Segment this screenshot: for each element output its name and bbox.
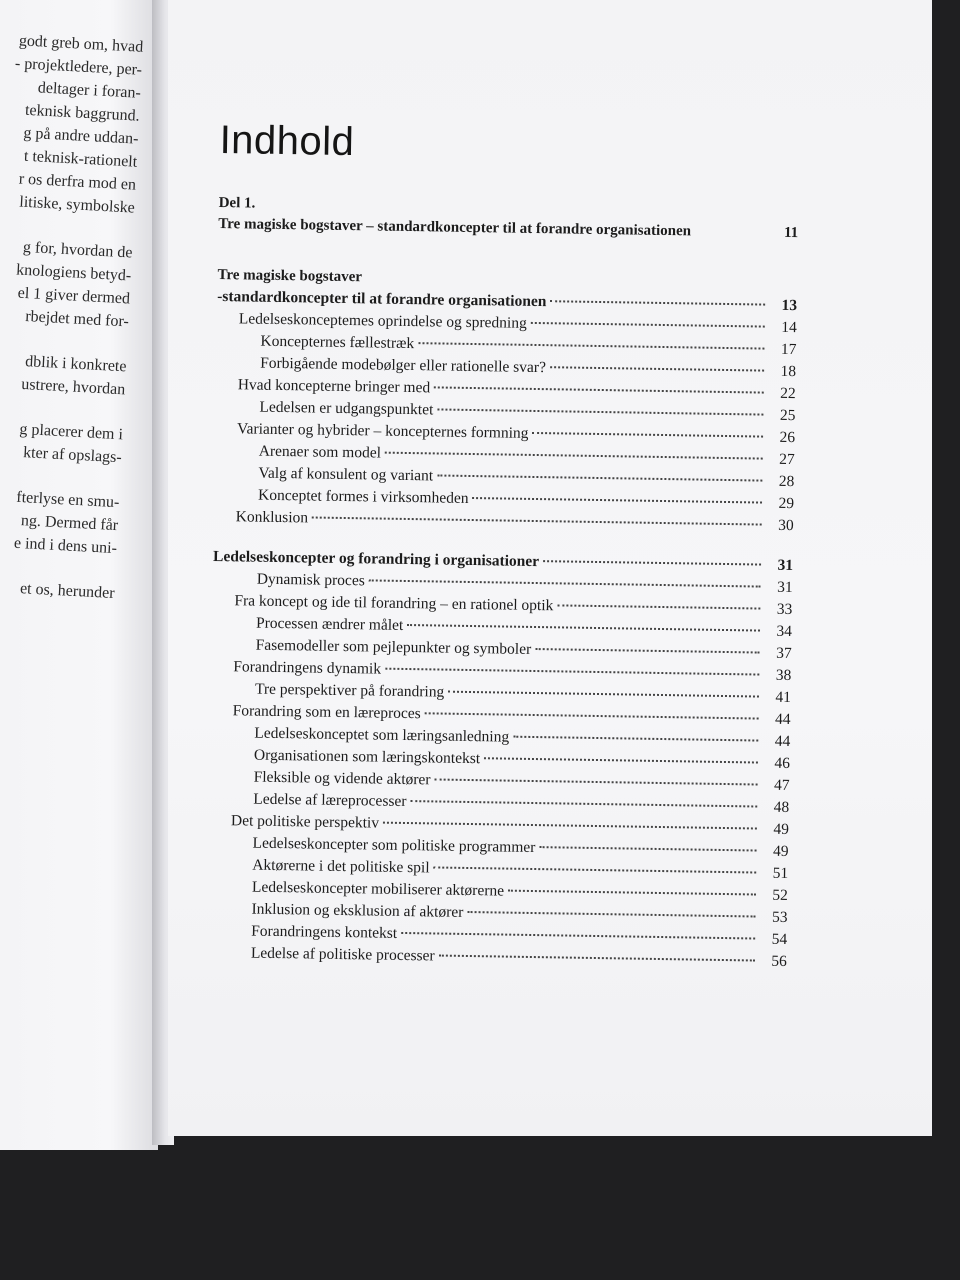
left-page-line: knologiens betyd- — [15, 261, 132, 285]
dot-leader — [437, 408, 763, 415]
toc-entry-title: Valg af konsulent og variant — [258, 464, 434, 485]
left-page-line: el 1 giver dermed — [17, 284, 131, 308]
part-page: 11 — [783, 224, 799, 242]
dot-leader — [418, 342, 764, 349]
toc-entry-page: 30 — [778, 516, 794, 535]
toc-entry-page: 37 — [776, 644, 792, 663]
toc-entry-title: Fra koncept og ide til forandring – en rationel optik — [234, 592, 554, 615]
toc-entry-title: Ledelse af læreprocesser — [253, 790, 407, 811]
toc-entry-title: -standardkoncepter til at forandre organisationen — [217, 287, 547, 311]
dot-leader — [473, 497, 763, 504]
toc-entry-title: Ledelseskoncepter som politiske programmer — [252, 834, 536, 857]
toc-entry-title: Inklusion og eksklusion af aktører — [251, 900, 464, 921]
toc-entry-page: 46 — [774, 754, 791, 773]
toc-entry-title: Ledelseskoncepter og forandring i organisationer — [212, 547, 540, 571]
dot-leader — [385, 668, 759, 676]
right-book-page — [168, 0, 932, 1136]
left-page-line: dblik i konkrete — [24, 353, 127, 376]
left-page-line: deltager i foran- — [37, 79, 142, 102]
left-page-line: teknisk baggrund. — [24, 101, 141, 125]
toc-entry-title: Tre perspektiver på forandring — [254, 680, 445, 701]
dot-leader — [448, 691, 759, 698]
left-page-line: ustrere, hvordan — [20, 375, 126, 399]
toc-entry-title: Processen ændrer målet — [255, 614, 404, 634]
toc-entry-title: Det politiske perspektiv — [230, 812, 380, 832]
toc-entry-title: Ledelseskonceptemes oprindelse og spredning — [238, 310, 527, 332]
toc-entry-page: 48 — [773, 798, 790, 817]
left-page-line: g placerer dem i — [19, 420, 124, 444]
dot-leader — [535, 648, 760, 654]
left-page-line: rbejdet med for- — [24, 308, 130, 331]
dot-leader — [513, 736, 758, 742]
toc-entry-title: Ledelsen er udgangspunktet — [259, 398, 434, 419]
toc-entry-page: 49 — [772, 842, 789, 861]
toc-entry-page: 56 — [771, 952, 787, 971]
dot-leader — [369, 579, 761, 587]
dot-leader — [435, 778, 758, 785]
toc-entry-title: Ledelseskoncepter mobiliserer aktørerne — [251, 878, 505, 900]
toc-entry-title: Fasemodeller som pejlepunkter og symboler — [255, 636, 532, 658]
left-page-line: litiske, symbolske — [18, 193, 136, 217]
dot-leader — [439, 955, 755, 962]
toc-entry-title: Dynamisk proces — [256, 570, 365, 590]
toc-entry-page: 49 — [773, 820, 790, 839]
toc-entry-page: 29 — [778, 494, 795, 513]
toc-entry-page: 52 — [772, 886, 788, 905]
toc-entry-page: 18 — [780, 362, 797, 381]
dot-leader — [437, 474, 762, 481]
dot-leader — [550, 300, 765, 305]
left-page-text — [0, 28, 158, 607]
dot-leader — [407, 624, 760, 632]
toc-section-1 — [214, 286, 798, 537]
toc-entry-title: Forandringens kontekst — [251, 922, 398, 942]
toc-entry-page: 22 — [780, 384, 796, 403]
left-page-line: r os derfra mod en — [18, 170, 137, 194]
dot-leader — [383, 822, 757, 830]
toc-section-2 — [207, 546, 793, 973]
toc-entry-title: Hvad koncepterne bringer med — [237, 376, 431, 397]
toc-entry-page: 54 — [771, 930, 788, 949]
toc-entry-title: Organisationen som læringskontekst — [253, 746, 481, 768]
toc-entry-page: 41 — [775, 688, 792, 707]
toc-entry-page: 13 — [781, 296, 798, 315]
left-page-line: kter af opslags- — [22, 444, 123, 467]
left-page-line: g for, hvordan de — [22, 238, 133, 262]
part-label: Del 1. — [218, 194, 256, 212]
toc-entry-page: 34 — [776, 622, 793, 641]
toc-entry-title: Forbigående modebølger eller rationelle svar? — [260, 354, 547, 377]
toc-entry-title: Ledelse af politiske processer — [250, 944, 435, 965]
dot-leader — [312, 516, 762, 525]
dot-leader — [543, 560, 761, 565]
dot-leader — [539, 846, 756, 851]
left-page-line: g på andre uddan- — [23, 124, 139, 148]
part-title: Tre magiske bogstaver – standardkoncepter til at forandre organisationen — [218, 215, 692, 240]
toc-entry-title: Forandring som en læreproces — [232, 702, 421, 723]
toc-title: Indhold — [219, 118, 355, 165]
toc-entry-page: 38 — [775, 666, 792, 685]
dot-leader — [425, 712, 759, 719]
dot-leader — [434, 866, 757, 873]
toc-entry-page: 25 — [779, 406, 796, 425]
toc-entry-title: Ledelseskonceptet som læringsanledning — [254, 724, 510, 746]
toc-entry-title: Forandringens dynamik — [233, 658, 382, 678]
dot-leader — [467, 911, 755, 918]
toc-entry-page: 44 — [774, 710, 791, 729]
dot-leader — [531, 322, 765, 328]
toc-entry-title: Arenaer som model — [258, 442, 382, 462]
dot-leader — [434, 386, 764, 393]
left-page-line: e ind i dens uni- — [13, 534, 118, 558]
left-book-page — [0, 0, 158, 1150]
toc-entry-title: Varianter og hybrider – koncepternes formning — [236, 420, 529, 442]
toc-entry-title: Aktørerne i det politiske spil — [252, 856, 430, 877]
toc-entry-title: Fleksible og vidende aktører — [253, 768, 431, 789]
dot-leader — [557, 604, 760, 609]
toc-entry-title: Konklusion — [235, 508, 309, 527]
toc-entry-page: 51 — [772, 864, 789, 883]
left-page-line: t teknisk-rationelt — [23, 147, 138, 171]
toc-entry-page: 33 — [776, 600, 793, 619]
toc-entry-page: 47 — [773, 776, 790, 795]
toc-entry-page: 31 — [777, 556, 794, 575]
left-page-line: godt greb om, hvad — [18, 32, 144, 56]
left-page-line: - projektledere, per- — [14, 55, 143, 79]
dot-leader — [484, 757, 758, 763]
dot-leader — [532, 432, 763, 438]
left-page-line: et os, herunder — [19, 580, 116, 603]
toc-entry-page: 44 — [774, 732, 791, 751]
dot-leader — [385, 452, 763, 460]
section-heading: Tre magiske bogstaver — [217, 266, 363, 286]
dot-leader — [410, 800, 757, 807]
table-of-contents — [207, 118, 800, 973]
toc-entry-page: 31 — [777, 578, 793, 597]
toc-entry-title: Konceptet formes i virksomheden — [257, 486, 469, 507]
toc-entry-title: Koncepternes fællestræk — [260, 332, 415, 353]
toc-entry-page: 53 — [771, 908, 788, 927]
toc-entry-page: 26 — [779, 428, 796, 447]
dot-leader — [550, 366, 764, 371]
left-page-line: fterlyse en smu- — [15, 488, 120, 512]
toc-entry-page: 17 — [780, 340, 797, 359]
toc-entry-page: 27 — [779, 450, 795, 469]
dot-leader — [401, 932, 755, 940]
dot-leader — [508, 890, 756, 896]
left-page-line: ng. Dermed får — [20, 512, 119, 535]
toc-entry-page: 14 — [781, 318, 797, 337]
toc-entry-page: 28 — [778, 472, 795, 491]
